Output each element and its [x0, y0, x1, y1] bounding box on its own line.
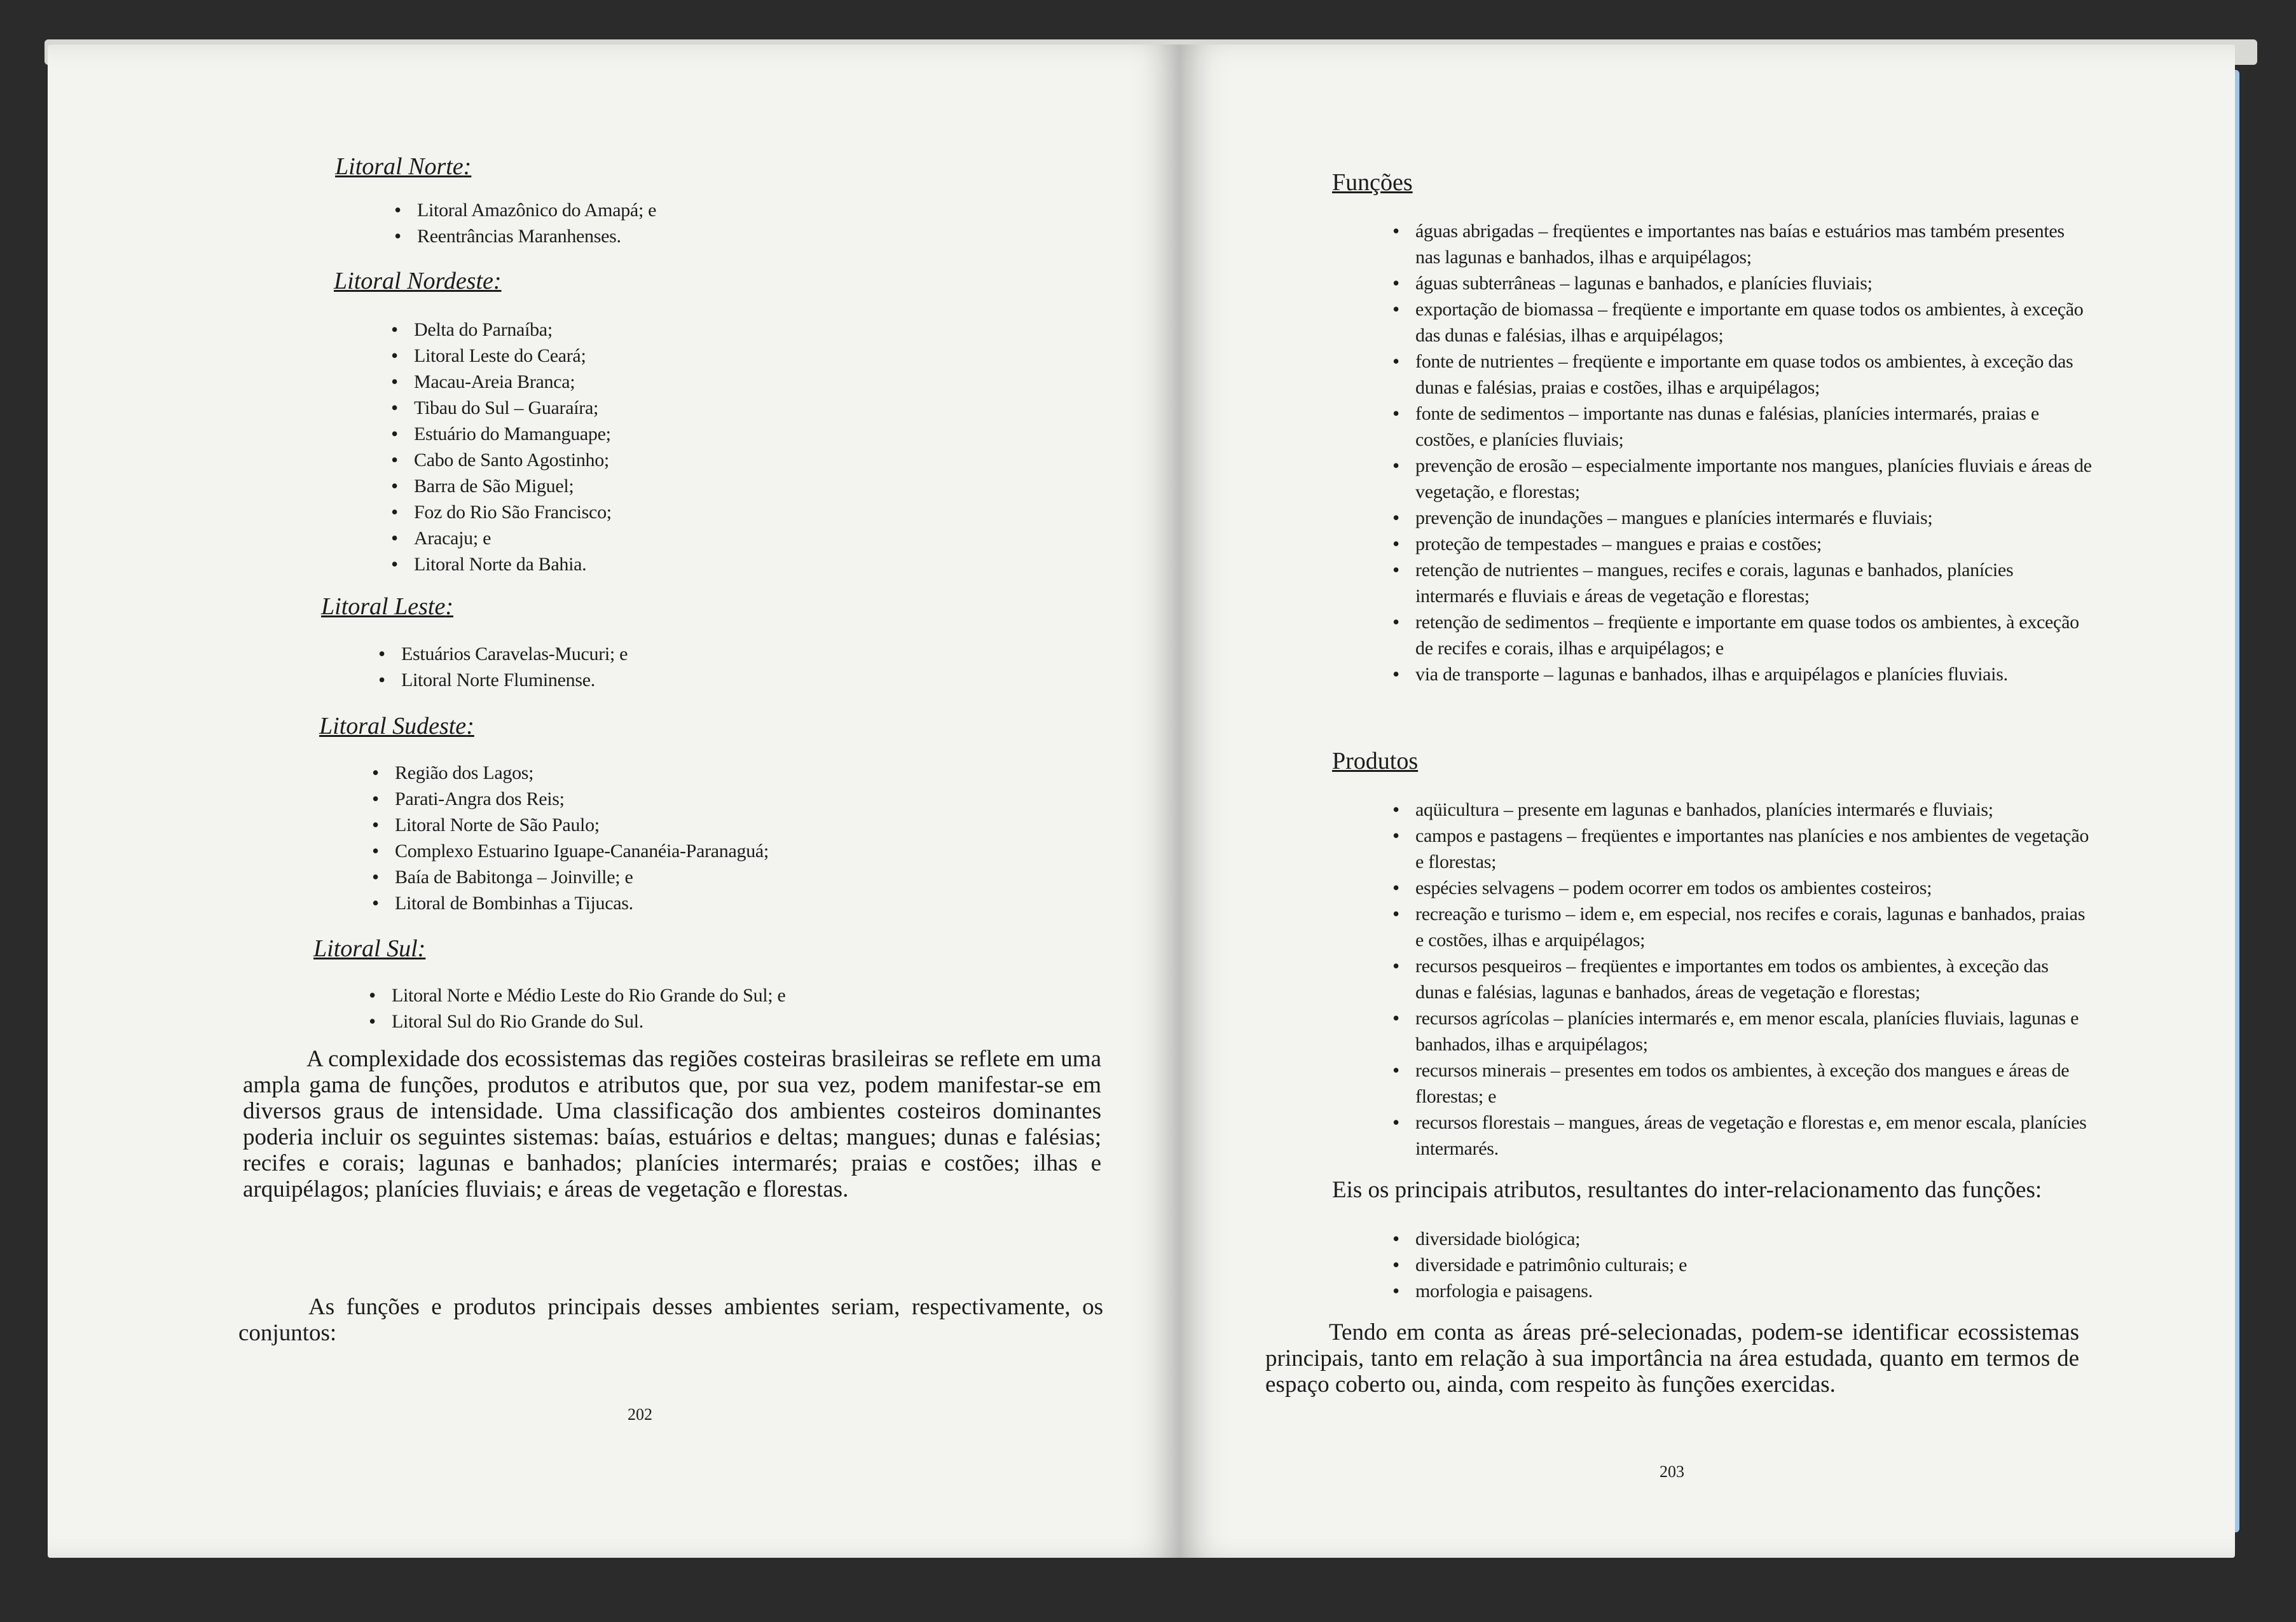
list-item: • prevenção de erosão – especialmente importante nos mangues, planícies fluviais e áreas de vegetação, e florestas; — [1392, 453, 2092, 505]
list-item: • Parati-Angra dos Reis; — [372, 786, 769, 812]
list-litoral-sudeste — [372, 760, 769, 916]
list-item: • Litoral Sul do Rio Grande do Sul. — [369, 1008, 786, 1034]
list-item: • espécies selvagens – podem ocorrer em todos os ambientes costeiros; — [1392, 875, 2092, 901]
list-item: • Litoral Norte e Médio Leste do Rio Grande do Sul; e — [369, 982, 786, 1008]
list-item: • Estuários Caravelas-Mucuri; e — [378, 641, 628, 667]
list-litoral-norte — [394, 197, 656, 249]
list-item: • prevenção de inundações – mangues e planícies intermarés e fluviais; — [1392, 505, 2092, 531]
heading-funcoes: Funções — [1332, 169, 1413, 196]
paragraph-closing: Tendo em conta as áreas pré-selecionadas, podem-se identificar ecossistemas principais, tanto em relação à sua importância na área estudada, quanto em termos de espaço coberto ou, ainda, com respeito às funções exercidas. — [1265, 1319, 2079, 1398]
list-item: • Baía de Babitonga – Joinville; e — [372, 864, 769, 890]
atributos-intro: Eis os principais atributos, resultantes do inter-relacionamento das funções: — [1332, 1177, 2042, 1203]
heading-litoral-norte: Litoral Norte: — [335, 153, 472, 180]
right-page — [1179, 45, 2235, 1558]
list-item: • Estuário do Mamanguape; — [391, 421, 612, 447]
list-item: • Aracaju; e — [391, 525, 612, 551]
list-item: • retenção de nutrientes – mangues, recifes e corais, lagunas e banhados, planícies intermarés e fluviais e áreas de vegetação e florestas; — [1392, 557, 2092, 609]
list-item: • aqüicultura – presente em lagunas e banhados, planícies intermarés e fluviais; — [1392, 797, 2092, 823]
list-atributos — [1392, 1226, 1687, 1304]
list-item: • morfologia e paisagens. — [1392, 1278, 1687, 1304]
list-funcoes — [1392, 218, 2092, 687]
list-litoral-leste — [378, 641, 628, 693]
heading-litoral-nordeste: Litoral Nordeste: — [334, 268, 502, 294]
list-item: • fonte de nutrientes – freqüente e importante em quase todos os ambientes, à exceção das dunas e falésias, praias e costões, ilhas e arquipélagos; — [1392, 348, 2092, 401]
list-item: • Barra de São Miguel; — [391, 473, 612, 499]
list-item: • via de transporte – lagunas e banhados, ilhas e arquipélagos e planícies fluviais. — [1392, 661, 2092, 687]
list-item: • recursos minerais – presentes em todos os ambientes, à exceção dos mangues e áreas de florestas; e — [1392, 1057, 2092, 1110]
list-item: • Cabo de Santo Agostinho; — [391, 447, 612, 473]
list-item: • Região dos Lagos; — [372, 760, 769, 786]
list-item: • Litoral Norte Fluminense. — [378, 667, 628, 693]
list-item: • Macau-Areia Branca; — [391, 369, 612, 395]
page-number: 203 — [1660, 1462, 1684, 1481]
list-item: • retenção de sedimentos – freqüente e importante em quase todos os ambientes, à exceção de recifes e corais, ilhas e arquipélagos; e — [1392, 609, 2092, 661]
list-item: • Litoral Norte de São Paulo; — [372, 812, 769, 838]
list-item: • Complexo Estuarino Iguape-Cananéia-Paranaguá; — [372, 838, 769, 864]
heading-produtos: Produtos — [1332, 748, 1419, 774]
left-page — [48, 45, 1179, 1558]
list-item: • Reentrâncias Maranhenses. — [394, 223, 656, 249]
list-litoral-nordeste — [391, 317, 612, 577]
paragraph-complexidade: A complexidade dos ecossistemas das regiões costeiras brasileiras se reflete em uma ampla gama de funções, produtos e atributos que, por sua vez, podem manifestar-se em diversos graus de intensidade. Uma classificação dos ambientes costeiros dominantes poderia incluir os seguintes sistemas: baías, estuários e deltas; mangues; dunas e falésias; recifes e corais; lagunas e banhados; planícies intermarés; praias e costões; ilhas e arquipélagos; planícies fluviais; e áreas de vegetação e florestas. — [243, 1046, 1101, 1202]
list-item: • proteção de tempestades – mangues e praias e costões; — [1392, 531, 2092, 557]
list-item: • Foz do Rio São Francisco; — [391, 499, 612, 525]
list-item: • recreação e turismo – idem e, em especial, nos recifes e corais, lagunas e banhados, praias e costões, ilhas e arquipélagos; — [1392, 901, 2092, 953]
heading-litoral-sudeste: Litoral Sudeste: — [319, 713, 474, 739]
list-item: • recursos pesqueiros – freqüentes e importantes em todos os ambientes, à exceção das dunas e falésias, lagunas e banhados, áreas de vegetação e florestas; — [1392, 953, 2092, 1005]
list-item: • Delta do Parnaíba; — [391, 317, 612, 343]
list-item: • Litoral Leste do Ceará; — [391, 343, 612, 369]
list-litoral-sul — [369, 982, 786, 1034]
list-item: • exportação de biomassa – freqüente e importante em quase todos os ambientes, à exceção das dunas e falésias, ilhas e arquipélagos; — [1392, 296, 2092, 348]
list-item: • fonte de sedimentos – importante nas dunas e falésias, planícies intermarés, praias e costões, e planícies fluviais; — [1392, 401, 2092, 453]
heading-litoral-sul: Litoral Sul: — [313, 935, 426, 962]
list-item: • diversidade e patrimônio culturais; e — [1392, 1252, 1687, 1278]
page-number: 202 — [628, 1405, 652, 1424]
list-item: • campos e pastagens – freqüentes e importantes nas planícies e nos ambientes de vegetação e florestas; — [1392, 823, 2092, 875]
list-item: • Tibau do Sul – Guaraíra; — [391, 395, 612, 421]
list-item: • águas abrigadas – freqüentes e importantes nas baías e estuários mas também presentes nas lagunas e banhados, ilhas e arquipélagos; — [1392, 218, 2092, 270]
list-item: • Litoral de Bombinhas a Tijucas. — [372, 890, 769, 916]
list-produtos — [1392, 797, 2092, 1162]
list-item: • águas subterrâneas – lagunas e banhados, e planícies fluviais; — [1392, 270, 2092, 296]
list-item: • Litoral Norte da Bahia. — [391, 551, 612, 577]
heading-litoral-leste: Litoral Leste: — [321, 593, 453, 620]
list-item: • diversidade biológica; — [1392, 1226, 1687, 1252]
list-item: • Litoral Amazônico do Amapá; e — [394, 197, 656, 223]
list-item: • recursos florestais – mangues, áreas de vegetação e florestas e, em menor escala, planícies intermarés. — [1392, 1110, 2092, 1162]
list-item: • recursos agrícolas – planícies intermarés e, em menor escala, planícies fluviais, lagunas e banhados, ilhas e arquipélagos; — [1392, 1005, 2092, 1057]
paragraph-funcoes-produtos: As funções e produtos principais desses ambientes seriam, respectivamente, os conjuntos: — [238, 1294, 1103, 1346]
